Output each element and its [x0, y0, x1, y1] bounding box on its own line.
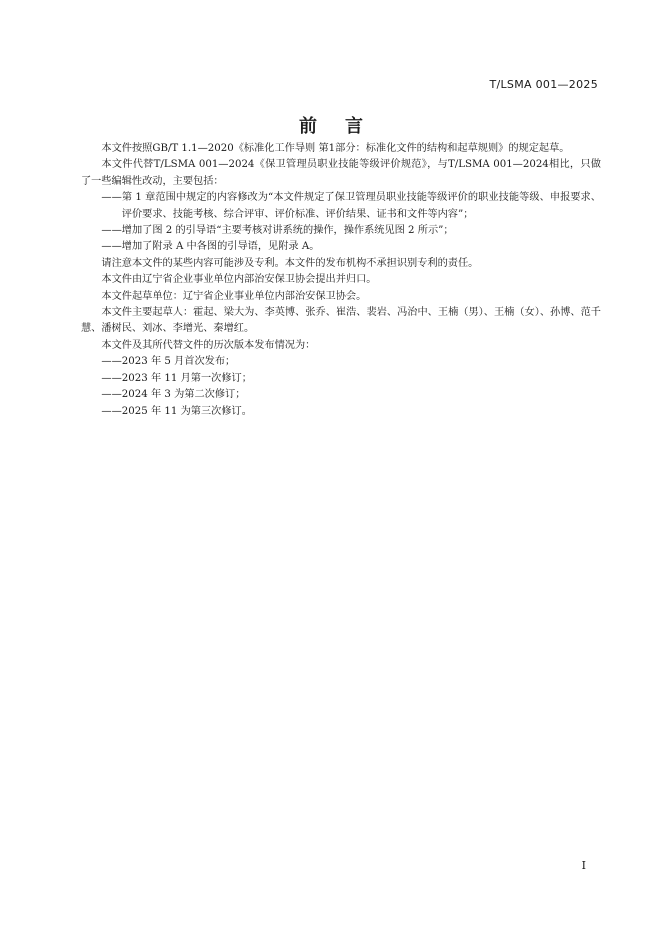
change-item: ——第 1 章范围中规定的内容修改为“本文件规定了保卫管理员职业技能等级评价的职业技能等级、申报要求、评价要求、技能考核、综合评审、评价标准、评价结果、证书和文件等内容”；: [101, 192, 601, 220]
document-code: T/LSMA 001—2025: [489, 78, 598, 91]
foreword-body: [81, 141, 601, 420]
paragraph-drafting-rules: 本文件按照GB/T 1.1—2020《标准化工作导则 第1部分：标准化文件的结构和起草规则》的规定起草。: [101, 143, 570, 154]
paragraph-proposer: 本文件由辽宁省企业事业单位内部治安保卫协会提出并归口。: [101, 274, 377, 286]
paragraph-replacement: 本文件代替T/LSMA 001—2024《保卫管理员职业技能等级评价规范》，与T/LSMA 001—2024相比，只做了一些编辑性改动，主要包括：: [81, 159, 601, 187]
paragraph-history-intro: 本文件及其所代替文件的历次版本发布情况为：: [101, 339, 316, 351]
page-title: 前言: [299, 116, 391, 137]
history-item: ——2023 年 11 月第一次修订；: [101, 372, 252, 384]
change-item: ——增加了附录 A 中各图的引导语，见附录 A。: [101, 241, 320, 253]
history-item: ——2025 年 11 为第三次修订。: [101, 405, 252, 417]
page-number: I: [581, 859, 586, 872]
paragraph-drafters: 本文件主要起草人：霍起、梁大为、李英博、张乔、崔浩、裴岩、冯治中、王楠（男）、王楠（女）、孙博、范千慧、潘树民、刘冰、李增光、秦增红。: [81, 307, 601, 335]
history-item: ——2023 年 5 月首次发布；: [101, 356, 236, 368]
history-item: ——2024 年 3 为第二次修订；: [101, 389, 246, 401]
paragraph-drafting-unit: 本文件起草单位：辽宁省企业事业单位内部治安保卫协会。: [101, 290, 367, 302]
change-item: ——增加了图 2 的引导语“主要考核对讲系统的操作，操作系统见图 2 所示”；: [101, 225, 454, 237]
paragraph-patent-notice: 请注意本文件的某些内容可能涉及专利。本文件的发布机构不承担识别专利的责任。: [101, 257, 479, 269]
